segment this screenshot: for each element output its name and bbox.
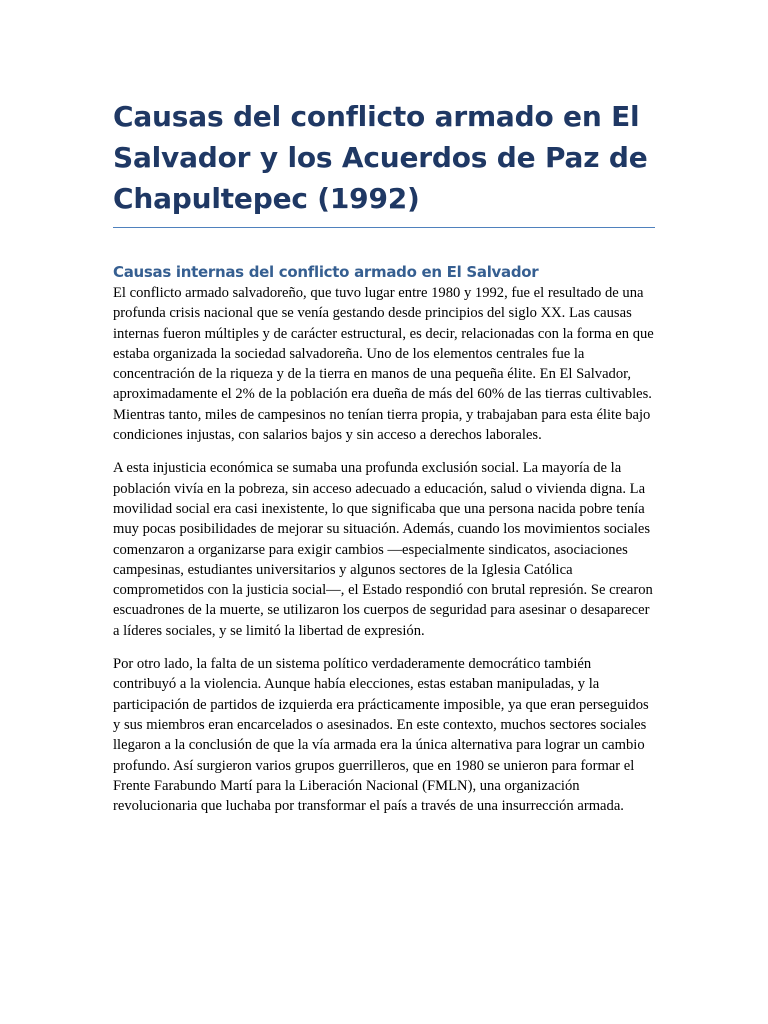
document-title: Causas del conflicto armado en El Salvador y los Acuerdos de Paz de Chapultepec (1992) bbox=[113, 96, 655, 228]
paragraph-3: Por otro lado, la falta de un sistema político verdaderamente democrático también contribuyó a la violencia. Aunque había elecciones, estas estaban manipuladas, y la participación de partidos de izquierda era prácticamente imposible, ya que eran perseguidos y sus miembros eran encarcelados o asesinados. En este contexto, muchos sectores sociales llegaron a la conclusión de que la vía armada era la única alternativa para lograr un cambio profundo. Así surgieron varios grupos guerrilleros, que en 1980 se unieron para formar el Frente Farabundo Martí para la Liberación Nacional (FMLN), una organización revolucionaria que luchaba por transformar el país a través de una insurrección armada. bbox=[113, 656, 649, 815]
paragraph-1: El conflicto armado salvadoreño, que tuvo lugar entre 1980 y 1992, fue el resultado de una profunda crisis nacional que se venía gestando desde principios del siglo XX. Las causas internas fueron múltiples y de carácter estructural, es decir, relacionadas con la forma en que estaba organizada la sociedad salvadoreña. Uno de los elementos centrales fue la concentración de la riqueza y de la tierra en manos de una pequeña élite. En El Salvador, aproximadamente el 2% de la población era dueña de más del 60% de las tierras cultivables. Mientras tanto, miles de campesinos no tenían tierra propia, y trabajaban para esta élite bajo condiciones injustas, con salarios bajos y sin acceso a derechos laborales. bbox=[113, 285, 654, 444]
paragraph-2: A esta injusticia económica se sumaba una profunda exclusión social. La mayoría de la población vivía en la pobreza, sin acceso adecuado a educación, salud o vivienda digna. La movilidad social era casi inexistente, lo que significaba que una persona nacida pobre tenía muy pocas posibilidades de mejorar su situación. Además, cuando los movimientos sociales comenzaron a organizarse para exigir cambios —especialmente sindicatos, asociaciones campesinas, estudiantes universitarios y algunos sectores de la Iglesia Católica comprometidos con la justicia social—, el Estado respondió con brutal represión. Se crearon escuadrones de la muerte, se utilizaron los cuerpos de seguridad para asesinar o desaparecer a líderes sociales, y se limitó la libertad de expresión. bbox=[113, 460, 653, 639]
document-page bbox=[113, 96, 655, 829]
section-heading: Causas internas del conflicto armado en El Salvador bbox=[113, 263, 539, 281]
